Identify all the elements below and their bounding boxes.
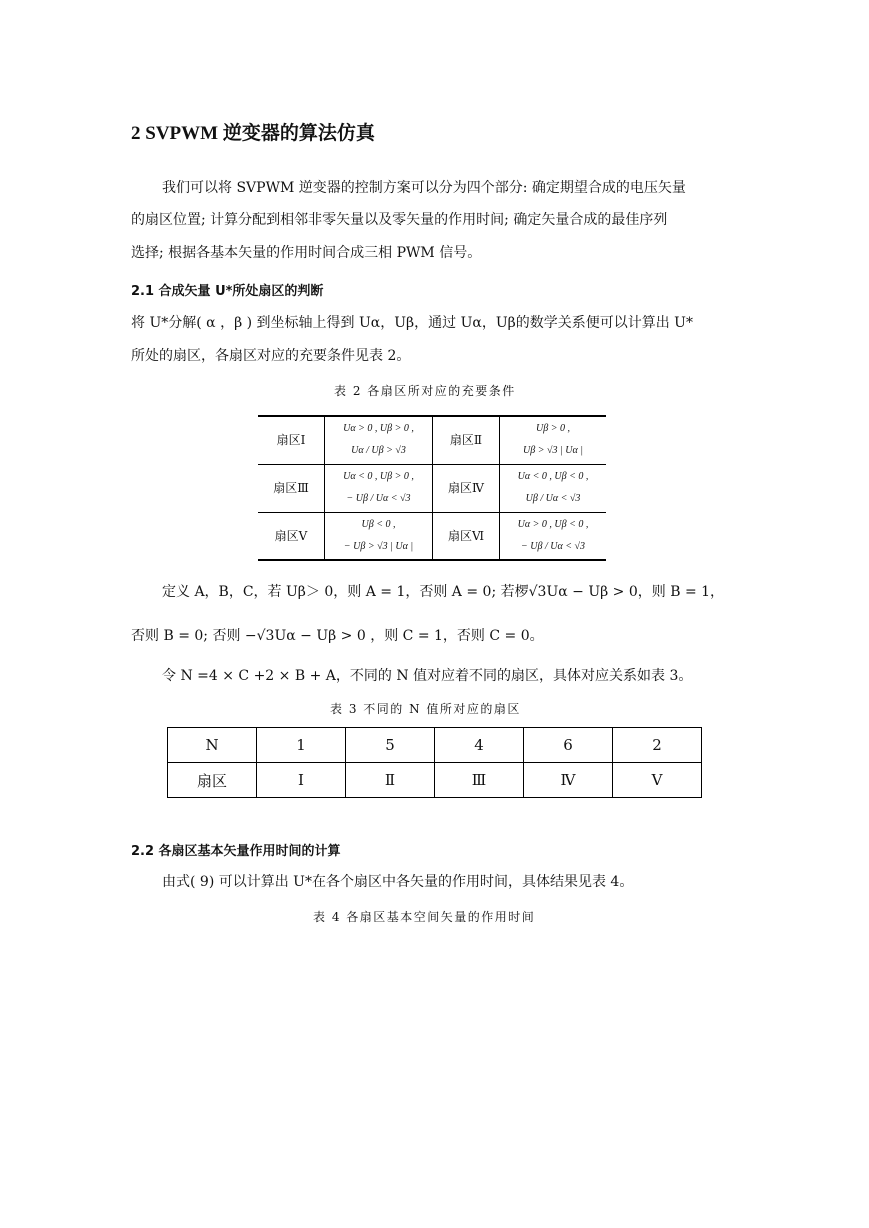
table-row	[258, 416, 606, 464]
condition-line: − Uβ / Uα < √3	[521, 540, 585, 552]
sector-label: 扇区Ⅴ	[258, 512, 325, 560]
n-value-sector-table	[167, 727, 702, 798]
condition-line: Uα < 0 , Uβ < 0 ,	[517, 471, 589, 482]
section-2-2-line-1: 由式( 9) 可以计算出 U*在各个扇区中各矢量的作用时间，具体结果见表 4。	[162, 874, 634, 890]
table-cell: Ⅱ	[346, 763, 435, 798]
sector-condition	[500, 464, 607, 512]
sector-label: 扇区Ⅵ	[433, 512, 500, 560]
table-row	[258, 512, 606, 560]
intro-line-1: 我们可以将 SVPWM 逆变器的控制方案可以分为四个部分: 确定期望合成的电压矢量	[162, 180, 686, 196]
table-row	[168, 728, 702, 763]
table-cell: 2	[613, 728, 702, 763]
condition-line: Uα < 0 , Uβ > 0 ,	[343, 471, 414, 482]
section-heading: 2 SVPWM 逆变器的算法仿真	[131, 123, 375, 144]
table-cell: 1	[257, 728, 346, 763]
table-cell: 4	[435, 728, 524, 763]
condition-line: Uα / Uβ > √3	[351, 445, 406, 457]
section-2-1-line-1: 将 U*分解( α ，β ) 到坐标轴上得到 Uα，Uβ，通过 Uα，Uβ的数学关系便可以计算出 U*	[131, 315, 693, 331]
condition-line: − Uβ > √3 | Uα |	[343, 540, 414, 552]
table-cell: Ⅴ	[613, 763, 702, 798]
table-3-caption: 表 3 不同的 N 值所对应的扇区	[330, 702, 521, 716]
sector-condition	[500, 416, 607, 464]
table-cell: N	[168, 728, 257, 763]
condition-line: Uβ / Uα < √3	[525, 493, 581, 504]
sector-condition	[500, 512, 607, 560]
table-4-caption: 表 4 各扇区基本空间矢量的作用时间	[313, 910, 536, 924]
condition-line: Uα > 0 , Uβ < 0 ,	[517, 518, 589, 530]
table-cell: 6	[524, 728, 613, 763]
sector-label: 扇区Ⅲ	[258, 464, 325, 512]
sector-conditions-table	[258, 415, 606, 561]
definition-line-3: 令 N =4 × C +2 × B + A，不同的 N 值对应着不同的扇区，具体对应关系如表 3。	[162, 668, 693, 684]
definition-line-2: 否则 B = 0; 否则 −√3Uα − Uβ > 0 ，则 C = 1，否则 C = 0。	[131, 628, 544, 644]
sector-label: 扇区Ⅱ	[433, 416, 500, 464]
section-2-2-title: 2.2 各扇区基本矢量作用时间的计算	[131, 844, 341, 859]
sector-condition	[325, 512, 433, 560]
table-cell: Ⅳ	[524, 763, 613, 798]
table-cell: 5	[346, 728, 435, 763]
table-row	[258, 464, 606, 512]
table-cell: Ⅰ	[257, 763, 346, 798]
sector-label: 扇区Ⅳ	[433, 464, 500, 512]
table-cell: 扇区	[168, 763, 257, 798]
condition-line: Uβ > √3 | Uα |	[523, 445, 583, 457]
intro-line-2: 的扇区位置; 计算分配到相邻非零矢量以及零矢量的作用时间; 确定矢量合成的最佳序列	[131, 212, 668, 228]
section-2-1-title: 2.1 合成矢量 U*所处扇区的判断	[131, 284, 324, 299]
condition-line: Uβ > 0 ,	[536, 423, 570, 435]
condition-line: Uβ < 0 ,	[361, 518, 396, 530]
table-row	[168, 763, 702, 798]
sector-condition	[325, 416, 433, 464]
table-2-caption: 表 2 各扇区所对应的充要条件	[334, 384, 516, 398]
condition-line: Uα > 0 , Uβ > 0 ,	[343, 423, 414, 435]
sector-label: 扇区Ⅰ	[276, 433, 306, 448]
table-cell: Ⅲ	[435, 763, 524, 798]
condition-line: − Uβ / Uα < √3	[346, 493, 411, 504]
intro-line-3: 选择; 根据各基本矢量的作用时间合成三相 PWM 信号。	[131, 245, 482, 261]
sector-condition	[325, 464, 433, 512]
definition-line-1: 定义 A，B，C，若 Uβ＞ 0，则 A = 1，否则 A = 0; 若椤√3Uα − Uβ > 0，则 B = 1，	[162, 584, 725, 600]
section-2-1-line-2: 所处的扇区，各扇区对应的充要条件见表 2。	[131, 348, 411, 364]
